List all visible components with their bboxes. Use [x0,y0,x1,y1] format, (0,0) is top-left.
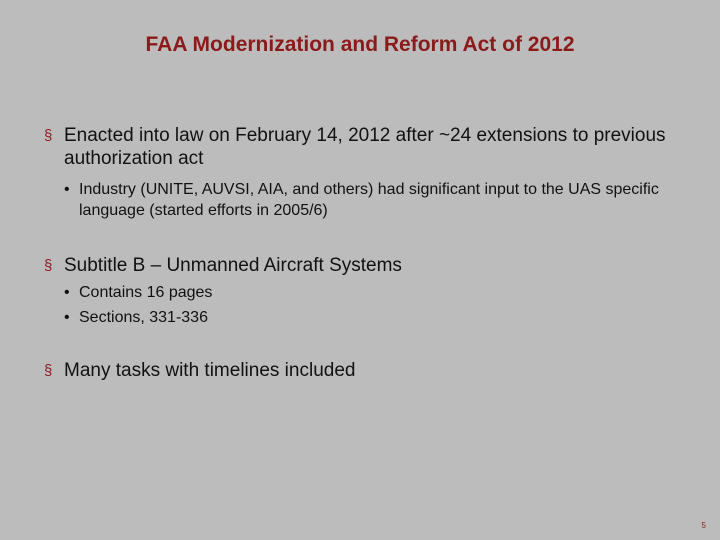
bullet-item [44,359,684,382]
dot-bullet-icon: • [64,181,70,198]
section-bullet-icon: § [44,257,53,274]
bullet-item [44,124,684,170]
bullet-text: Enacted into law on February 14, 2012 after ~24 extensions to previous authorization act [64,125,666,169]
sub-bullet-item [64,307,684,328]
sub-bullet-text: Industry (UNITE, AUVSI, AIA, and others) had significant input to the UAS specific language (started efforts in 2005/6) [79,181,659,219]
sub-bullet-item [64,282,684,303]
dot-bullet-icon: • [64,284,70,301]
section-bullet-icon: § [44,127,53,144]
dot-bullet-icon: • [64,309,70,326]
bullet-text: Many tasks with timelines included [64,360,356,381]
sub-bullet-text: Sections, 331-336 [79,309,208,326]
page-number: 5 [701,521,706,530]
slide-title: FAA Modernization and Reform Act of 2012 [145,33,575,56]
sub-bullet-item [64,179,684,221]
section-bullet-icon: § [44,362,53,379]
bullet-text: Subtitle B – Unmanned Aircraft Systems [64,255,402,276]
sub-bullet-text: Contains 16 pages [79,284,213,301]
bullet-item [44,254,684,277]
